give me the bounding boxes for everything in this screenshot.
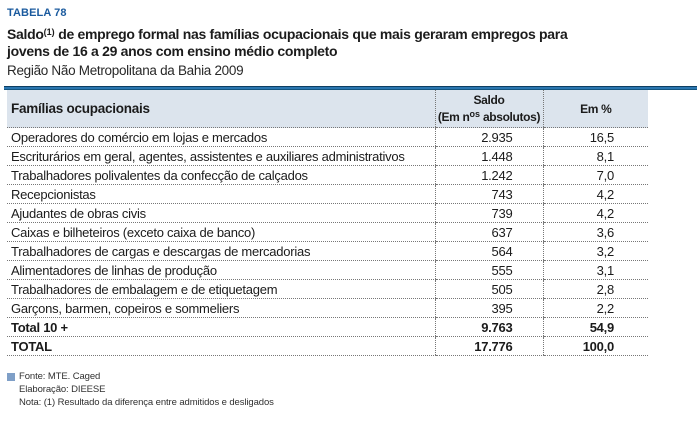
table-row (7, 166, 648, 185)
column-header-saldo (435, 90, 543, 128)
table-row (7, 223, 648, 242)
table-row (7, 242, 648, 261)
row-pct: 7,0 (543, 166, 648, 185)
row-saldo: 743 (435, 185, 543, 204)
row-label: Escriturários em geral, agentes, assistentes e auxiliares administrativos (7, 147, 435, 166)
row-saldo: 555 (435, 261, 543, 280)
source-line (7, 370, 700, 383)
row-pct: 16,5 (543, 128, 648, 147)
row-saldo: 739 (435, 204, 543, 223)
row-pct: 54,9 (543, 318, 648, 337)
table-row (7, 318, 648, 337)
row-pct: 3,1 (543, 261, 648, 280)
row-label: Operadores do comércio em lojas e mercados (7, 128, 435, 147)
row-pct: 4,2 (543, 185, 648, 204)
row-label: Trabalhadores polivalentes da confecção de calçados (7, 166, 435, 185)
row-saldo: 637 (435, 223, 543, 242)
title-line1-rest: de emprego formal nas famílias ocupacionais que mais geraram empregos para (54, 26, 568, 42)
saldo-header-line1: Saldo (473, 93, 505, 107)
saldo-header-line2: (Em $n^{os}$ absolutos) (437, 109, 541, 124)
title-superscript: (1) (43, 27, 55, 37)
column-header-familias: Famílias ocupacionais (7, 90, 435, 128)
row-pct: 4,2 (543, 204, 648, 223)
title-line2: jovens de 16 a 29 anos com ensino médio completo (7, 43, 338, 59)
table-row (7, 204, 648, 223)
table-row (7, 261, 648, 280)
row-pct: 3,6 (543, 223, 648, 242)
row-saldo: 9.763 (435, 318, 543, 337)
row-label: Caixas e bilheteiros (exceto caixa de banco) (7, 223, 435, 242)
table-subtitle: Região Não Metropolitana da Bahia 2009 (7, 63, 244, 78)
row-label: Garçons, barmen, copeiros e sommeliers (7, 299, 435, 318)
table-row (7, 185, 648, 204)
footnotes (7, 370, 700, 409)
row-saldo: 505 (435, 280, 543, 299)
row-pct: 2,2 (543, 299, 648, 318)
table-row (7, 147, 648, 166)
table-row (7, 337, 648, 356)
row-saldo: 1.242 (435, 166, 543, 185)
title-pre: Saldo (7, 26, 44, 42)
source-text: Fonte: MTE. Caged (19, 371, 101, 382)
row-label: Alimentadores de linhas de produção (7, 261, 435, 280)
note-line: Nota: (1) Resultado da diferença entre admitidos e desligados (19, 397, 274, 408)
row-saldo: 2.935 (435, 128, 543, 147)
row-label: Ajudantes de obras civis (7, 204, 435, 223)
row-label: Total 10 + (7, 318, 435, 337)
row-saldo: 395 (435, 299, 543, 318)
row-label: TOTAL (7, 337, 435, 356)
row-pct: 100,0 (543, 337, 648, 356)
row-label: Recepcionistas (7, 185, 435, 204)
table-header-row (7, 90, 648, 128)
table-row (7, 299, 648, 318)
column-header-percent: Em % (543, 90, 648, 128)
row-saldo: 1.448 (435, 147, 543, 166)
saldo-header-superscript: os (469, 109, 480, 119)
table-body (7, 128, 648, 356)
title-line1 (7, 26, 567, 42)
table-row (7, 280, 648, 299)
row-label: Trabalhadores de embalagem e de etiquetagem (7, 280, 435, 299)
source-square-icon (7, 373, 15, 381)
table-row (7, 128, 648, 147)
row-saldo: 564 (435, 242, 543, 261)
employment-table (7, 90, 648, 356)
row-pct: 3,2 (543, 242, 648, 261)
row-pct: 2,8 (543, 280, 648, 299)
row-pct: 8,1 (543, 147, 648, 166)
row-label: Trabalhadores de cargas e descargas de mercadorias (7, 242, 435, 261)
table-kicker: TABELA 78 (7, 7, 67, 19)
elaboration-line: Elaboração: DIEESE (19, 384, 106, 395)
row-saldo: 17.776 (435, 337, 543, 356)
table-title (0, 24, 687, 60)
